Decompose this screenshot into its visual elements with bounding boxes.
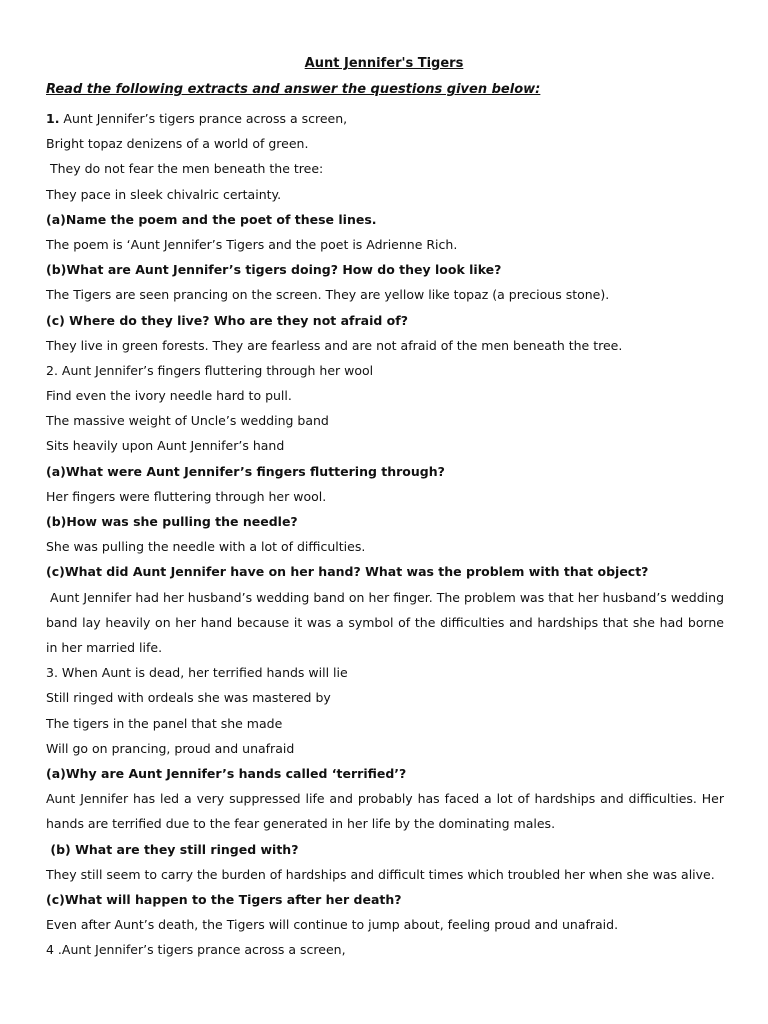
answer-2a: Her fingers were fluttering through her wool.	[46, 488, 327, 504]
answer-1a: The poem is ‘Aunt Jennifer’s Tigers and the poet is Adrienne Rich.	[46, 236, 458, 252]
answer-1b: The Tigers are seen prancing on the screen. They are yellow like topaz (a precious stone).	[46, 287, 610, 303]
answer-3a: Aunt Jennifer has led a very suppressed life and probably has faced a lot of hardships and difficulties. Her hands are terrified due to the fear generated in her life by the dominating males.	[46, 791, 724, 832]
answer-1c: They live in green forests. They are fearless and are not afraid of the men beneath the tree.	[46, 337, 623, 353]
page-title: Aunt Jennifer's Tigers	[304, 56, 464, 71]
question-1b: (b)What are Aunt Jennifer’s tigers doing? How do they look like?	[46, 262, 502, 278]
poem-line: Aunt Jennifer’s tigers prance across a screen,	[59, 111, 348, 126]
question-3c: (c)What will happen to the Tigers after her death?	[46, 891, 402, 907]
poem-line: Sits heavily upon Aunt Jennifer’s hand	[46, 438, 285, 454]
extract-1-line-1	[46, 106, 724, 131]
poem-line: Bright topaz denizens of a world of green.	[46, 136, 309, 152]
question-1a: (a)Name the poem and the poet of these lines.	[46, 211, 377, 227]
answer-3b: They still seem to carry the burden of hardships and difficult times which troubled her when she was alive.	[46, 866, 715, 882]
poem-line: Find even the ivory needle hard to pull.	[46, 388, 292, 404]
question-3a: (a)Why are Aunt Jennifer’s hands called ‘terrified’?	[46, 765, 407, 781]
poem-line: They do not fear the men beneath the tree:	[46, 161, 324, 177]
poem-line: They pace in sleek chivalric certainty.	[46, 186, 282, 202]
poem-line: 3. When Aunt is dead, her terrified hands will lie	[46, 665, 348, 681]
poem-line: 2. Aunt Jennifer’s fingers fluttering through her wool	[46, 362, 374, 378]
document-body	[46, 106, 724, 962]
question-1c: (c) Where do they live? Who are they not afraid of?	[46, 312, 408, 328]
poem-line: 4 .Aunt Jennifer’s tigers prance across a screen,	[46, 942, 346, 958]
question-3b: (b) What are they still ringed with?	[46, 841, 299, 857]
poem-line: The massive weight of Uncle’s wedding band	[46, 413, 329, 429]
answer-2c: Aunt Jennifer had her husband’s wedding band on her finger. The problem was that her husband’s wedding band lay heavily on her hand because it was a symbol of the difficulties and hardships that she had borne in her married life.	[46, 589, 724, 655]
poem-line: Will go on prancing, proud and unafraid	[46, 740, 295, 756]
extract-number: 1.	[46, 111, 60, 126]
poem-line: The tigers in the panel that she made	[46, 715, 283, 731]
instructions-heading: Read the following extracts and answer the questions given below:	[46, 82, 541, 97]
answer-2b: She was pulling the needle with a lot of difficulties.	[46, 539, 366, 555]
question-2c: (c)What did Aunt Jennifer have on her hand? What was the problem with that object?	[46, 564, 649, 580]
question-2a: (a)What were Aunt Jennifer’s fingers fluttering through?	[46, 463, 445, 479]
answer-3c: Even after Aunt’s death, the Tigers will continue to jump about, feeling proud and unafraid.	[46, 917, 619, 933]
question-2b: (b)How was she pulling the needle?	[46, 514, 298, 529]
poem-line: Still ringed with ordeals she was mastered by	[46, 690, 331, 706]
